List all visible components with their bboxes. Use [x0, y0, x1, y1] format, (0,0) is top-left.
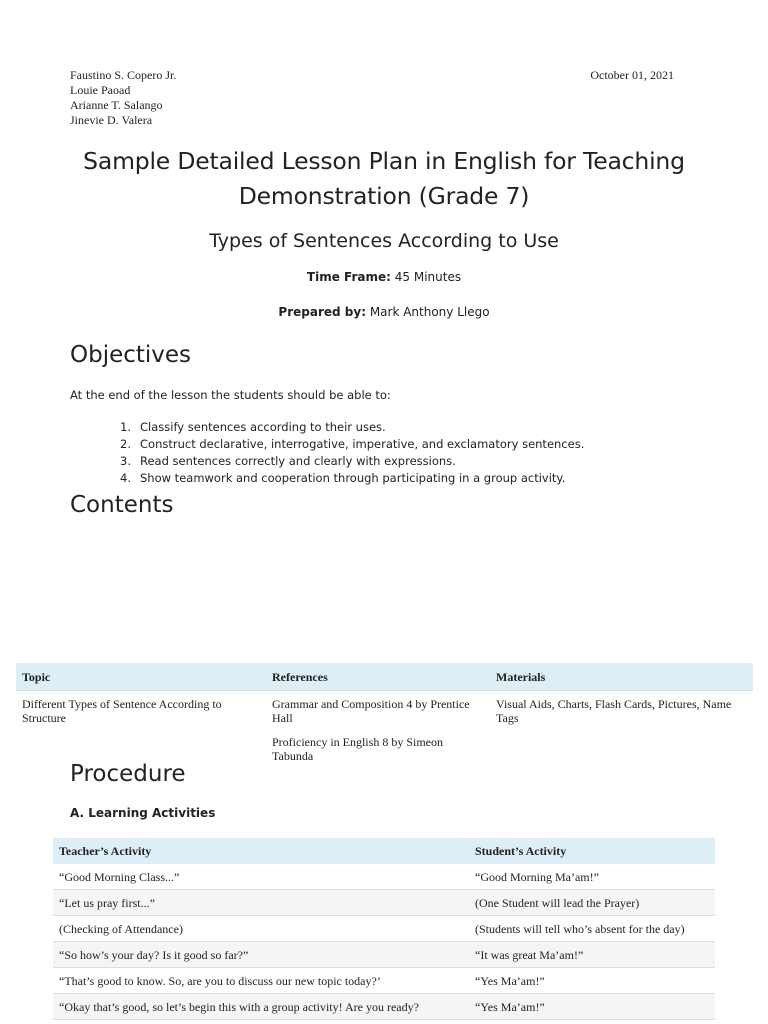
author-name: Louie Paoad	[70, 83, 131, 97]
author-name: Arianne T. Salango	[70, 98, 163, 112]
list-text: Show teamwork and cooperation through participating in a group activity.	[140, 471, 566, 485]
list-number: 1.	[120, 420, 131, 434]
learning-activities-heading: A. Learning Activities	[70, 806, 216, 820]
list-text: Classify sentences according to their uses.	[140, 420, 386, 434]
time-frame-value: 45 Minutes	[390, 270, 462, 284]
author-name: Jinevie D. Valera	[70, 113, 153, 127]
table-row	[16, 691, 753, 730]
author-list	[70, 68, 176, 128]
procedure-heading: Procedure	[70, 761, 186, 787]
table-cell	[490, 729, 753, 767]
table-cell: Visual Aids, Charts, Flash Cards, Pictures, Name Tags	[490, 691, 753, 730]
table-row	[53, 968, 715, 994]
table-row	[53, 994, 715, 1020]
contents-heading: Contents	[70, 492, 174, 518]
time-frame	[40, 269, 728, 285]
table-cell: “It was great Ma’am!”	[469, 942, 715, 968]
column-header-references: References	[266, 663, 490, 691]
table-cell: (One Student will lead the Prayer)	[469, 890, 715, 916]
time-frame-label: Time Frame:	[306, 270, 391, 284]
prepared-by-label: Prepared by:	[278, 305, 366, 319]
list-item	[120, 436, 584, 453]
table-cell: Different Types of Sentence According to Structure	[16, 691, 266, 730]
table-cell: Grammar and Composition 4 by Prentice Hall	[266, 691, 490, 730]
table-header-row	[53, 838, 715, 864]
list-number: 2.	[120, 437, 131, 451]
list-item	[120, 453, 584, 470]
activities-table	[53, 838, 715, 1020]
objectives-heading: Objectives	[70, 342, 192, 368]
list-text: Construct declarative, interrogative, imperative, and exclamatory sentences.	[140, 437, 585, 451]
table-row	[53, 916, 715, 942]
table-cell: “Let us pray first...”	[53, 890, 469, 916]
column-header-teacher: Teacher’s Activity	[53, 838, 469, 864]
table-cell: Proficiency in English 8 by Simeon Tabunda	[272, 735, 443, 763]
objectives-list	[120, 419, 584, 487]
column-header-topic: Topic	[16, 663, 266, 691]
list-number: 3.	[120, 454, 131, 468]
table-header-row	[16, 663, 753, 691]
table-cell: (Students will tell who’s absent for the day)	[469, 916, 715, 942]
prepared-by	[40, 304, 728, 320]
author-name: Faustino S. Copero Jr.	[70, 68, 177, 82]
list-item	[120, 470, 584, 487]
table-cell: “Yes Ma’am!”	[469, 968, 715, 994]
contents-table	[16, 663, 753, 767]
table-cell: “Okay that’s good, so let’s begin this with a group activity! Are you ready?	[53, 994, 469, 1020]
title-line: Demonstration (Grade 7)	[238, 182, 530, 210]
table-cell: “So how’s your day? Is it good so far?”	[53, 942, 469, 968]
document-title	[40, 144, 728, 214]
table-row	[53, 864, 715, 890]
table-cell: “That’s good to know. So, are you to discuss our new topic today?’	[53, 968, 469, 994]
table-cell: (Checking of Attendance)	[53, 916, 469, 942]
objectives-intro: At the end of the lesson the students should be able to:	[70, 388, 391, 402]
title-line: Sample Detailed Lesson Plan in English for Teaching	[83, 147, 685, 175]
table-row	[53, 890, 715, 916]
prepared-by-value: Mark Anthony Llego	[366, 305, 490, 319]
column-header-materials: Materials	[490, 663, 753, 691]
document-date: October 01, 2021	[590, 68, 674, 82]
list-item	[120, 419, 584, 436]
lesson-subtitle: Types of Sentences According to Use	[209, 230, 559, 252]
table-cell: “Good Morning Ma’am!”	[469, 864, 715, 890]
list-number: 4.	[120, 471, 131, 485]
column-header-student: Student’s Activity	[469, 838, 715, 864]
table-row	[53, 942, 715, 968]
table-cell: “Good Morning Class...”	[53, 864, 469, 890]
table-cell: “Yes Ma’am!”	[469, 994, 715, 1020]
list-text: Read sentences correctly and clearly with expressions.	[140, 454, 456, 468]
